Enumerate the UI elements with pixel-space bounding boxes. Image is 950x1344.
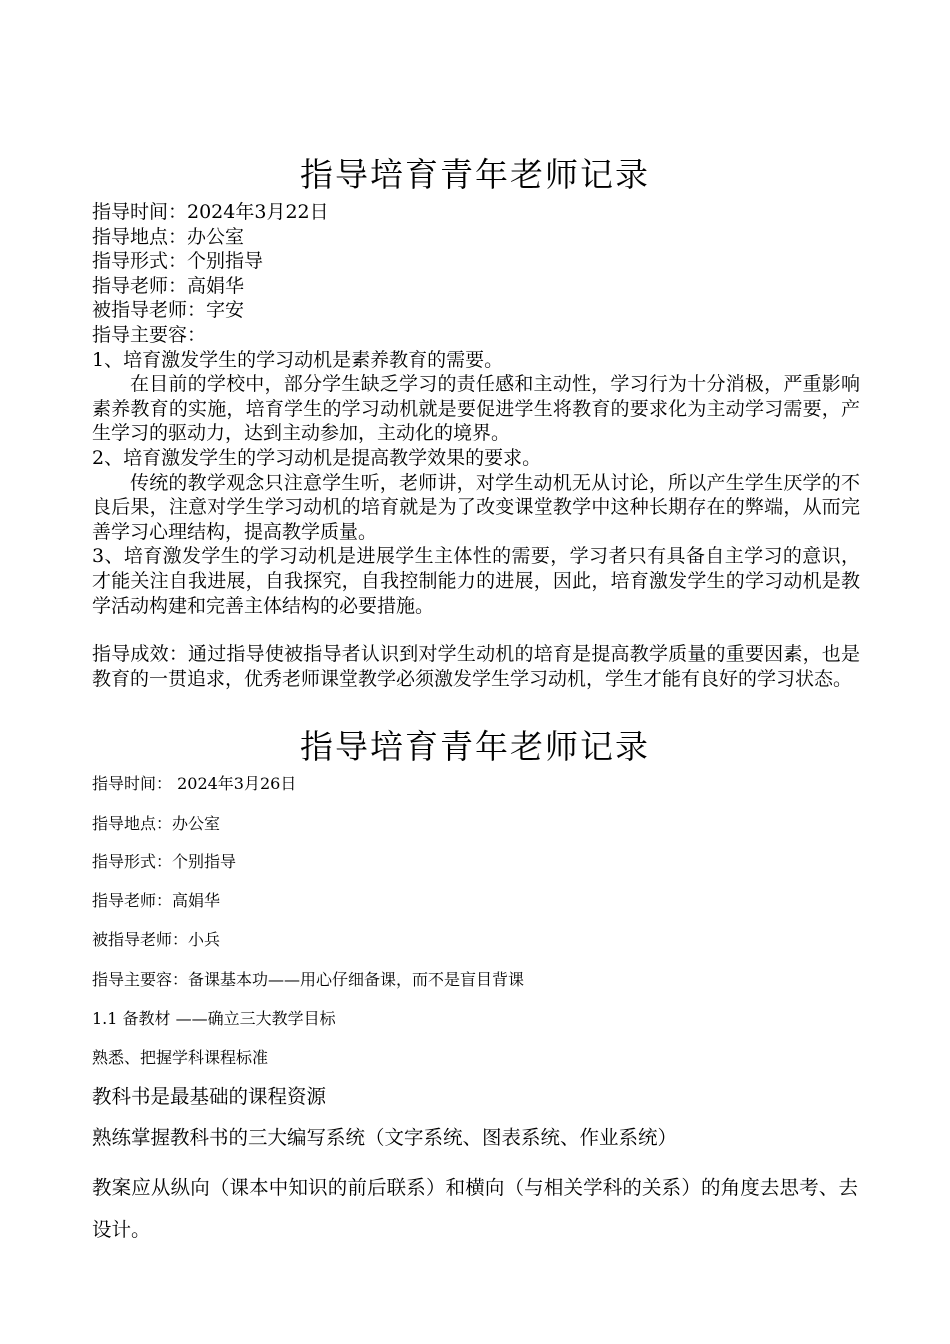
record-1-title: 指导培育青年老师记录 — [300, 155, 650, 194]
point-3: 3、培育激发学生的学习动机是进展学生主体性的需要，学习者只有具备自主学习的意识，才能关注自我进展，自我探究，自我控制能力的进展，因此，培育激发学生的学习动机是教学活动构建和完善主体结构的必要措施。 — [92, 545, 860, 617]
spacer — [92, 618, 860, 642]
record-2-title: 指导培育青年老师记录 — [300, 727, 650, 766]
paragraph-2: 传统的教学观念只注意学生听，老师讲，对学生动机无从讨论，所以产生学生厌学的不良后果，注意对学生学习动机的培育就是为了改变课堂教学中这种长期存在的弊端，从而完善学习心理结构，提高教学质量。 — [92, 471, 860, 543]
guidance-form: 指导形式：个别指导 — [92, 250, 264, 273]
guidance-result: 指导成效：通过指导使被指导者认识到对学生动机的培育是提高教学质量的重要因素，也是教育的一贯追求，优秀老师课堂教学必须激发学生学习动机，学生才能有良好的学习状态。 — [92, 643, 860, 690]
item-lesson-plan: 教案应从纵向（课本中知识的前后联系）和横向（与相关学科的关系）的角度去思考、去设计。 — [92, 1176, 858, 1241]
point-2: 2、培育激发学生的学习动机是提高教学效果的要求。 — [92, 446, 542, 469]
mentee-teacher-2: 被指导老师：小兵 — [92, 930, 221, 949]
guidance-form-2: 指导形式：个别指导 — [92, 852, 237, 871]
mentee-teacher: 被指导老师：字安 — [92, 299, 245, 322]
guidance-teacher-2: 指导老师：高娟华 — [92, 891, 221, 910]
record-1-body — [92, 200, 860, 691]
item-1-1: 1.1 备教材 ——确立三大教学目标 — [92, 1009, 336, 1028]
guidance-teacher: 指导老师：高娟华 — [92, 274, 245, 297]
guidance-time: 指导时间：2024年3月22日 — [92, 201, 329, 223]
guidance-place-2: 指导地点：办公室 — [92, 814, 221, 833]
paragraph-1: 在目前的学校中，部分学生缺乏学习的责任感和主动性，学习行为十分消极，严重影响素养教育的实施，培育学生的学习动机就是要促进学生将教育的要求化为主动学习需要，产生学习的驱动力，达到主动参加，主动化的境界。 — [92, 373, 860, 445]
main-content-label: 指导主要容： — [92, 323, 207, 346]
main-content-2: 指导主要容：备课基本功——用心仔细备课，而不是盲目背课 — [92, 970, 525, 989]
item-curriculum-standard: 熟悉、把握学科课程标准 — [92, 1048, 269, 1067]
guidance-time-2: 指导时间： 2024年3月26日 — [92, 774, 297, 793]
item-textbook-resource: 教科书是最基础的课程资源 — [92, 1085, 327, 1108]
item-textbook-systems: 熟练掌握教科书的三大编写系统（文字系统、图表系统、作业系统） — [92, 1126, 678, 1149]
point-1: 1、培育激发学生的学习动机是素养教育的需要。 — [92, 348, 504, 371]
guidance-place: 指导地点：办公室 — [92, 225, 245, 248]
